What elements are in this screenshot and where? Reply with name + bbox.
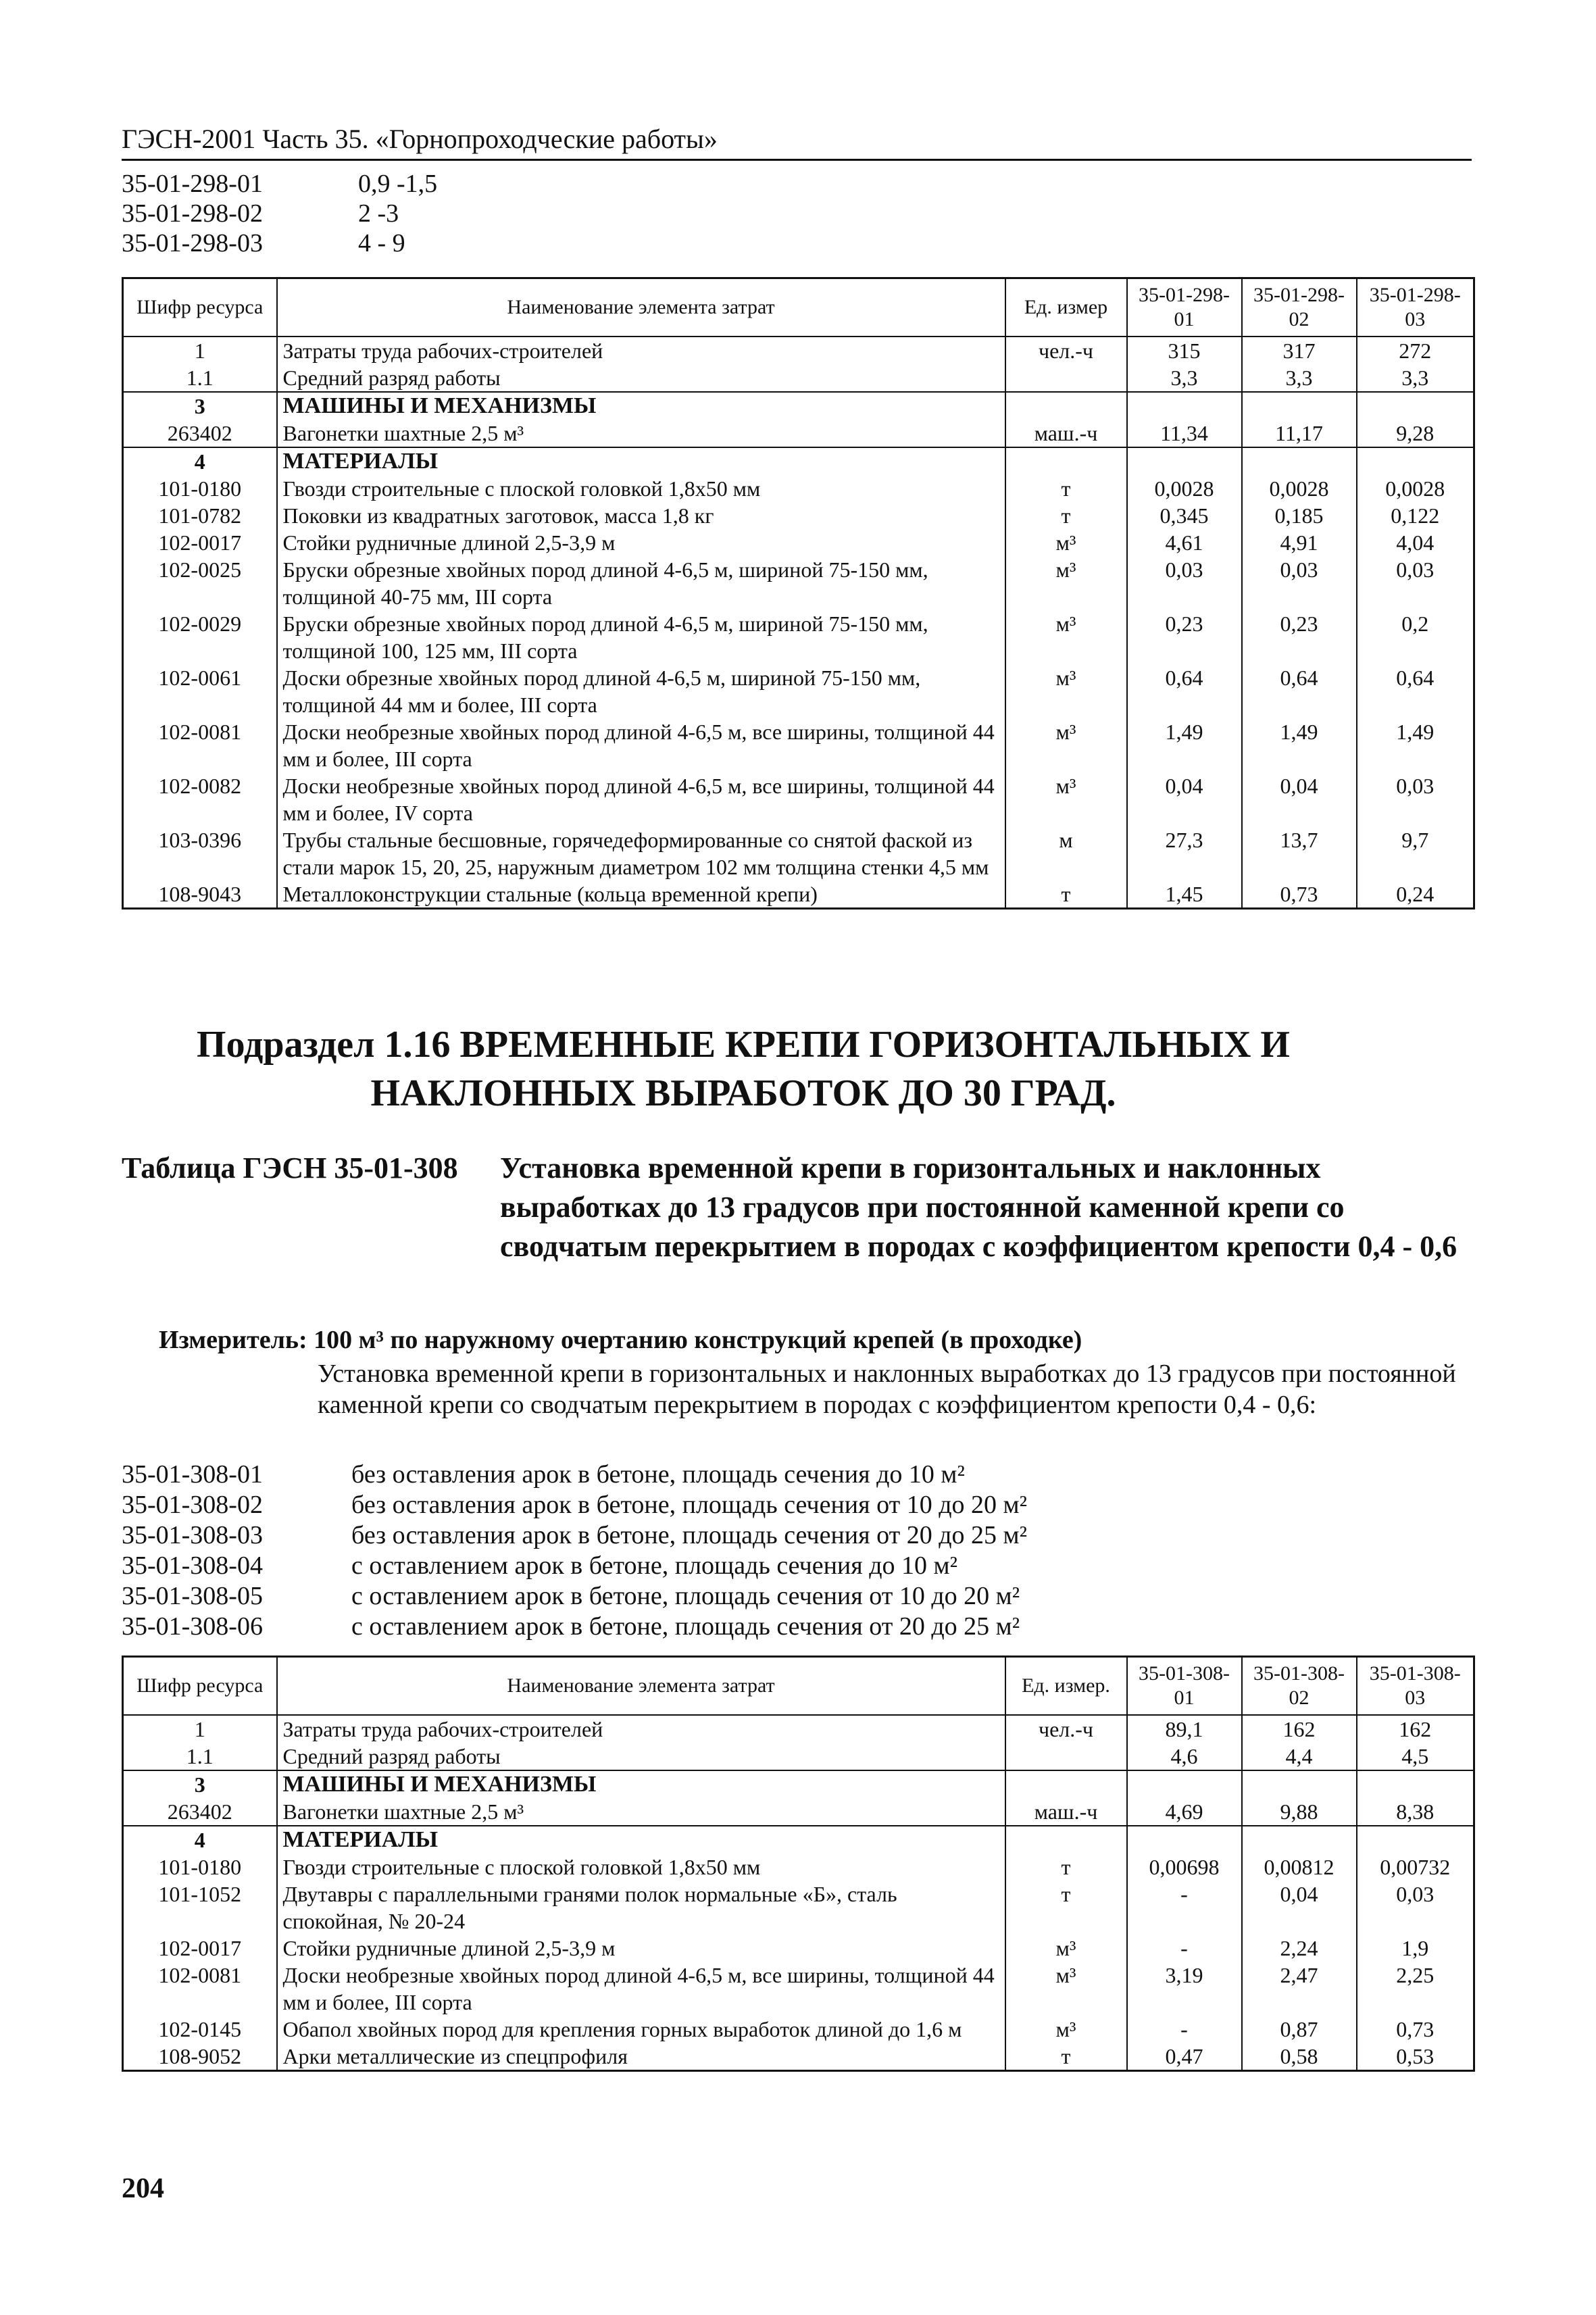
cell-unit [1005, 1743, 1127, 1770]
code: 35-01-298-02 [122, 199, 263, 228]
cell-value-1: 1,49 [1127, 718, 1242, 772]
top-codes-list [122, 169, 437, 258]
header-col-1: 35-01-298-01 [1127, 278, 1242, 337]
cell-value-1: 0,0028 [1127, 475, 1242, 502]
cell-value-3: 4,5 [1357, 1743, 1474, 1770]
table-row [123, 420, 1474, 447]
variant-code: 35-01-308-06 [122, 1612, 263, 1641]
variant-text: с оставлением арок в бетоне, площадь сечения до 10 м² [351, 1551, 957, 1580]
cell-code: 102-0029 [123, 610, 277, 664]
cell-code: 1.1 [123, 1743, 277, 1770]
cell-unit: м³ [1005, 610, 1127, 664]
cell-code: 263402 [123, 420, 277, 447]
cell-value-3: 0,03 [1357, 772, 1474, 826]
cell-name: Доски обрезные хвойных пород длиной 4-6,5 м, шириной 75-150 мм, толщиной 44 мм и более, III сорта [277, 664, 1005, 718]
cell-value-2: 0,03 [1242, 556, 1357, 610]
cell-value-1 [1127, 392, 1242, 420]
variant-code: 35-01-308-02 [122, 1491, 263, 1519]
variant-code: 35-01-308-04 [122, 1551, 263, 1580]
table-row [123, 556, 1474, 610]
cell-unit: маш.-ч [1005, 420, 1127, 447]
cell-value-2: 4,4 [1242, 1743, 1357, 1770]
cell-value-2: 317 [1242, 337, 1357, 364]
cell-value-3 [1357, 392, 1474, 420]
cell-value-3 [1357, 447, 1474, 475]
cell-code: 102-0017 [123, 529, 277, 556]
cell-value-1 [1127, 1826, 1242, 1853]
top-code-row [122, 228, 437, 258]
cell-code: 108-9043 [123, 880, 277, 909]
variant-code: 35-01-308-03 [122, 1521, 263, 1549]
cell-value-2: 162 [1242, 1715, 1357, 1743]
cell-value-1: 315 [1127, 337, 1242, 364]
cell-unit [1005, 1770, 1127, 1798]
cell-value-1: 0,04 [1127, 772, 1242, 826]
work-description: Установка временной крепи в горизонтальных и наклонных выработках до 13 градусов при постоянной каменной крепи со сводчатым перекрытием в породах с коэффициентом крепости 0,4 - 0,6: [318, 1360, 1456, 1419]
top-code-row [122, 199, 437, 228]
variant-row [122, 1581, 1027, 1612]
table-row [123, 502, 1474, 529]
table-row [123, 392, 1474, 420]
cell-value-3: 1,9 [1357, 1935, 1474, 1962]
table-row [123, 2016, 1474, 2043]
variant-text: без оставления арок в бетоне, площадь сечения от 10 до 20 м² [351, 1491, 1027, 1519]
cell-value-3: 272 [1357, 337, 1474, 364]
cell-code: 108-9052 [123, 2043, 277, 2071]
cell-value-1: 0,64 [1127, 664, 1242, 718]
table-header-row [123, 1657, 1474, 1716]
cell-unit: м³ [1005, 1935, 1127, 1962]
table-caption-prefix: Таблица ГЭСН 35-01-308 [122, 1151, 458, 1185]
cell-value-2: 0,185 [1242, 502, 1357, 529]
cell-value-3: 0,00732 [1357, 1853, 1474, 1881]
header-cipher: Шифр ресурса [123, 1657, 277, 1716]
cell-value-1: 4,69 [1127, 1798, 1242, 1826]
cell-value-1: 4,61 [1127, 529, 1242, 556]
cell-value-1 [1127, 447, 1242, 475]
header-cipher: Шифр ресурса [123, 278, 277, 337]
cell-value-2 [1242, 392, 1357, 420]
cell-name: Затраты труда рабочих-строителей [277, 337, 1005, 364]
cell-name: Стойки рудничные длиной 2,5-3,9 м [277, 529, 1005, 556]
table-row [123, 1935, 1474, 1962]
cell-value-2: 0,04 [1242, 772, 1357, 826]
cell-code: 101-0782 [123, 502, 277, 529]
cell-name: Доски необрезные хвойных пород длиной 4-6,5 м, все ширины, толщиной 44 мм и более, III сорта [277, 718, 1005, 772]
code-value: 0,9 -1,5 [358, 170, 438, 198]
cell-value-2 [1242, 1826, 1357, 1853]
header-name: Наименование элемента затрат [277, 278, 1005, 337]
cell-value-3: 3,3 [1357, 364, 1474, 392]
cell-value-1: 3,19 [1127, 1962, 1242, 2016]
cell-name: Доски необрезные хвойных пород длиной 4-6,5 м, все ширины, толщиной 44 мм и более, IV сорта [277, 772, 1005, 826]
cell-value-3: 9,28 [1357, 420, 1474, 447]
cell-value-2: 13,7 [1242, 826, 1357, 880]
cell-value-1: 4,6 [1127, 1743, 1242, 1770]
table-row [123, 529, 1474, 556]
table-row [123, 1798, 1474, 1826]
variant-code: 35-01-308-05 [122, 1582, 263, 1610]
cell-unit: т [1005, 2043, 1127, 2071]
subsection-title-line-1: Подраздел 1.16 ВРЕМЕННЫЕ КРЕПИ ГОРИЗОНТАЛЬНЫХ И [197, 1024, 1290, 1066]
cell-unit: т [1005, 502, 1127, 529]
header-col-3: 35-01-298-03 [1357, 278, 1474, 337]
table-caption [122, 1149, 1473, 1266]
table-row [123, 664, 1474, 718]
cell-code: 1 [123, 337, 277, 364]
cell-name: Металлоконструкции стальные (кольца временной крепи) [277, 880, 1005, 909]
cell-code: 102-0081 [123, 1962, 277, 2016]
cell-name: Двутавры с параллельными гранями полок нормальные «Б», сталь спокойная, № 20-24 [277, 1881, 1005, 1935]
table-row [123, 1853, 1474, 1881]
cell-value-1: 27,3 [1127, 826, 1242, 880]
variant-text: без оставления арок в бетоне, площадь сечения от 20 до 25 м² [351, 1521, 1027, 1549]
cell-value-2: 0,04 [1242, 1881, 1357, 1935]
subsection-title-line-2: НАКЛОННЫХ ВЫРАБОТОК ДО 30 ГРАД. [370, 1072, 1116, 1114]
cell-value-3: 4,04 [1357, 529, 1474, 556]
cell-value-1: - [1127, 1881, 1242, 1935]
cell-name: Бруски обрезные хвойных пород длиной 4-6,5 м, шириной 75-150 мм, толщиной 100, 125 мм, III сорта [277, 610, 1005, 664]
cell-name: Арки металлические из спецпрофиля [277, 2043, 1005, 2071]
header-col-1: 35-01-308-01 [1127, 1657, 1242, 1716]
cell-unit [1005, 364, 1127, 392]
cell-value-1: 11,34 [1127, 420, 1242, 447]
cell-value-3: 0,03 [1357, 1881, 1474, 1935]
cell-unit: т [1005, 880, 1127, 909]
table-row [123, 718, 1474, 772]
cell-value-2: 0,23 [1242, 610, 1357, 664]
cell-value-3: 8,38 [1357, 1798, 1474, 1826]
subsection-title [135, 1020, 1351, 1118]
cell-unit: м³ [1005, 1962, 1127, 2016]
cell-code: 101-0180 [123, 475, 277, 502]
cell-code: 4 [123, 447, 277, 475]
table-row [123, 364, 1474, 392]
cell-unit: маш.-ч [1005, 1798, 1127, 1826]
variant-row [122, 1612, 1027, 1642]
cell-value-3: 0,2 [1357, 610, 1474, 664]
cell-name: Средний разряд работы [277, 364, 1005, 392]
cell-name: Стойки рудничные длиной 2,5-3,9 м [277, 1935, 1005, 1962]
cell-value-3: 2,25 [1357, 1962, 1474, 2016]
cell-value-2: 0,87 [1242, 2016, 1357, 2043]
table-row [123, 337, 1474, 364]
cell-name: Обапол хвойных пород для крепления горных выработок длиной до 1,6 м [277, 2016, 1005, 2043]
cell-value-3 [1357, 1770, 1474, 1798]
cell-unit: м³ [1005, 2016, 1127, 2043]
cell-value-1: - [1127, 1935, 1242, 1962]
cell-name: Бруски обрезные хвойных пород длиной 4-6,5 м, шириной 75-150 мм, толщиной 40-75 мм, III сорта [277, 556, 1005, 610]
table-row [123, 1881, 1474, 1935]
cell-value-1: 0,23 [1127, 610, 1242, 664]
table-row [123, 1962, 1474, 2016]
cell-value-1: 1,45 [1127, 880, 1242, 909]
variant-text: с оставлением арок в бетоне, площадь сечения от 20 до 25 м² [351, 1612, 1020, 1641]
cell-name: Доски необрезные хвойных пород длиной 4-6,5 м, все ширины, толщиной 44 мм и более, III сорта [277, 1962, 1005, 2016]
cell-value-3: 0,03 [1357, 556, 1474, 610]
cell-value-2: 0,0028 [1242, 475, 1357, 502]
cell-unit: чел.-ч [1005, 1715, 1127, 1743]
table-row [123, 1743, 1474, 1770]
cell-name: МАШИНЫ И МЕХАНИЗМЫ [277, 1770, 1005, 1798]
cell-value-3: 0,64 [1357, 664, 1474, 718]
table-row [123, 1826, 1474, 1853]
cell-code: 103-0396 [123, 826, 277, 880]
cell-code: 1.1 [123, 364, 277, 392]
cell-value-1: 0,47 [1127, 2043, 1242, 2071]
cell-code: 102-0082 [123, 772, 277, 826]
cell-value-2: 9,88 [1242, 1798, 1357, 1826]
cell-value-2: 11,17 [1242, 420, 1357, 447]
cell-value-1: 89,1 [1127, 1715, 1242, 1743]
cell-name: Затраты труда рабочих-строителей [277, 1715, 1005, 1743]
table-caption-text: Установка временной крепи в горизонтальных и наклонных выработках до 13 градусов при постоянной каменной крепи со сводчатым перекрытием в породах с коэффициентом крепости 0,4 - 0,6 [500, 1151, 1457, 1263]
cell-value-3: 0,73 [1357, 2016, 1474, 2043]
variant-row [122, 1490, 1027, 1520]
cell-code: 102-0081 [123, 718, 277, 772]
measure-label: Измеритель: [159, 1326, 307, 1354]
variant-row [122, 1520, 1027, 1551]
cell-unit: чел.-ч [1005, 337, 1127, 364]
resource-table-308 [122, 1656, 1475, 2072]
cell-value-3: 1,49 [1357, 718, 1474, 772]
cell-value-1: 0,345 [1127, 502, 1242, 529]
cell-value-2: 3,3 [1242, 364, 1357, 392]
header-col-3: 35-01-308-03 [1357, 1657, 1474, 1716]
variants-list [122, 1460, 1027, 1642]
cell-name: Гвозди строительные с плоской головкой 1,8х50 мм [277, 475, 1005, 502]
cell-name: МАШИНЫ И МЕХАНИЗМЫ [277, 392, 1005, 420]
cell-name: Трубы стальные бесшовные, горячедеформированные со снятой фаской из стали марок 15, 20, 25, наружным диаметром 102 мм толщина стенки 4,5 мм [277, 826, 1005, 880]
cell-unit [1005, 447, 1127, 475]
table-row [123, 475, 1474, 502]
cell-value-2 [1242, 1770, 1357, 1798]
variant-code: 35-01-308-01 [122, 1460, 263, 1489]
cell-unit: м³ [1005, 529, 1127, 556]
header-name: Наименование элемента затрат [277, 1657, 1005, 1716]
cell-value-3: 0,122 [1357, 502, 1474, 529]
cell-code: 102-0061 [123, 664, 277, 718]
header-unit: Ед. измер. [1005, 1657, 1127, 1716]
cell-unit [1005, 1826, 1127, 1853]
cell-code: 101-1052 [123, 1881, 277, 1935]
cell-value-1: 0,03 [1127, 556, 1242, 610]
cell-name: Поковки из квадратных заготовок, масса 1,8 кг [277, 502, 1005, 529]
variant-text: без оставления арок в бетоне, площадь сечения до 10 м² [351, 1460, 965, 1489]
table-row [123, 2043, 1474, 2071]
cell-value-2: 0,64 [1242, 664, 1357, 718]
code: 35-01-298-01 [122, 170, 263, 198]
code: 35-01-298-03 [122, 229, 263, 257]
cell-value-3: 162 [1357, 1715, 1474, 1743]
cell-value-3: 9,7 [1357, 826, 1474, 880]
header-col-2: 35-01-298-02 [1242, 278, 1357, 337]
cell-unit: т [1005, 1881, 1127, 1935]
header-col-2: 35-01-308-02 [1242, 1657, 1357, 1716]
top-code-row [122, 169, 437, 199]
cell-code: 102-0145 [123, 2016, 277, 2043]
cell-code: 101-0180 [123, 1853, 277, 1881]
cell-code: 4 [123, 1826, 277, 1853]
cell-value-3: 0,24 [1357, 880, 1474, 909]
header-unit: Ед. измер [1005, 278, 1127, 337]
cell-value-2: 2,47 [1242, 1962, 1357, 2016]
cell-code: 263402 [123, 1798, 277, 1826]
cell-code: 102-0025 [123, 556, 277, 610]
table-row [123, 1770, 1474, 1798]
cell-name: Средний разряд работы [277, 1743, 1005, 1770]
cell-value-3 [1357, 1826, 1474, 1853]
cell-code: 1 [123, 1715, 277, 1743]
cell-code: 102-0017 [123, 1935, 277, 1962]
cell-unit: т [1005, 1853, 1127, 1881]
table-header-row [123, 278, 1474, 337]
cell-unit: т [1005, 475, 1127, 502]
table-row [123, 826, 1474, 880]
resource-table-298 [122, 277, 1475, 910]
cell-unit: м³ [1005, 556, 1127, 610]
cell-unit: м [1005, 826, 1127, 880]
variant-row [122, 1551, 1027, 1581]
table-row [123, 880, 1474, 909]
cell-name: МАТЕРИАЛЫ [277, 447, 1005, 475]
cell-unit: м³ [1005, 772, 1127, 826]
code-value: 2 -3 [358, 199, 399, 228]
cell-value-2: 4,91 [1242, 529, 1357, 556]
table-row [123, 772, 1474, 826]
cell-value-1 [1127, 1770, 1242, 1798]
cell-unit: м³ [1005, 664, 1127, 718]
cell-value-1: - [1127, 2016, 1242, 2043]
cell-name: Вагонетки шахтные 2,5 м³ [277, 1798, 1005, 1826]
variant-text: с оставлением арок в бетоне, площадь сечения от 10 до 20 м² [351, 1582, 1020, 1610]
cell-value-2: 0,00812 [1242, 1853, 1357, 1881]
variant-row [122, 1460, 1027, 1490]
running-header: ГЭСН-2001 Часть 35. «Горнопроходческие работы» [122, 123, 1472, 161]
cell-value-2: 0,73 [1242, 880, 1357, 909]
cell-name: Гвозди строительные с плоской головкой 1,8х50 мм [277, 1853, 1005, 1881]
cell-value-2: 2,24 [1242, 1935, 1357, 1962]
measure-value: 100 м³ по наружному очертанию конструкций крепей (в проходке) [314, 1326, 1082, 1354]
cell-value-2: 1,49 [1242, 718, 1357, 772]
cell-value-3: 0,53 [1357, 2043, 1474, 2071]
table-row [123, 610, 1474, 664]
cell-value-2 [1242, 447, 1357, 475]
code-value: 4 - 9 [358, 229, 405, 257]
measure-line [159, 1324, 1483, 1355]
cell-value-1: 3,3 [1127, 364, 1242, 392]
cell-unit: м³ [1005, 718, 1127, 772]
cell-name: МАТЕРИАЛЫ [277, 1826, 1005, 1853]
table-row [123, 447, 1474, 475]
cell-code: 3 [123, 1770, 277, 1798]
cell-code: 3 [123, 392, 277, 420]
cell-value-1: 0,00698 [1127, 1853, 1242, 1881]
cell-unit [1005, 392, 1127, 420]
table-row [123, 1715, 1474, 1743]
cell-value-2: 0,58 [1242, 2043, 1357, 2071]
cell-value-3: 0,0028 [1357, 475, 1474, 502]
cell-name: Вагонетки шахтные 2,5 м³ [277, 420, 1005, 447]
page-number: 204 [122, 2173, 164, 2204]
